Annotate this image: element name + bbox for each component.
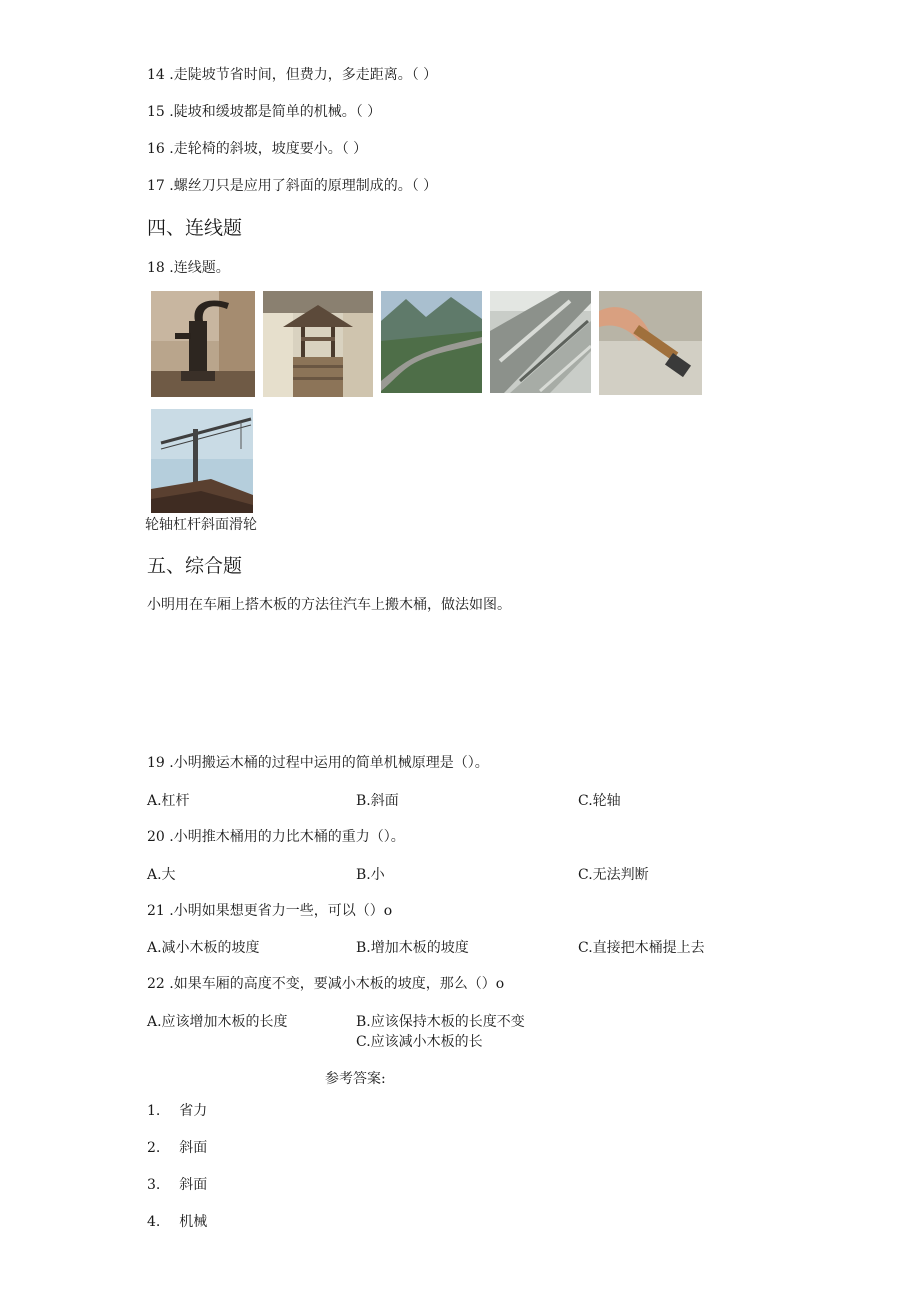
q21-option-a: A.减小木板的坡度	[147, 940, 260, 956]
q21-option-b: B.增加木板的坡度	[356, 940, 469, 956]
q19-option-c: C.轮轴	[578, 793, 621, 809]
q21-option-c: C.直接把木桶提上去	[578, 940, 705, 956]
mountain-road-photo	[381, 291, 482, 393]
q20-option-c: C.无法判断	[578, 867, 649, 883]
q20-option-a: A.大	[147, 867, 176, 883]
tower-crane-photo	[151, 409, 253, 513]
answer-item	[147, 1100, 207, 1120]
matching-labels: 轮轴杠杆斜面滑轮	[145, 517, 257, 533]
answer-number: 1.	[147, 1103, 161, 1119]
answer-number: 4.	[147, 1214, 161, 1230]
answer-item	[147, 1211, 207, 1231]
q20-option-b: B.小	[356, 867, 385, 883]
hammer-photo	[599, 291, 702, 395]
answer-text: 斜面	[179, 1140, 208, 1156]
question-20: 20 .小明推木桶用的力比木桶的重力（）。	[147, 829, 405, 845]
answer-number: 3.	[147, 1177, 161, 1193]
answers-title: 参考答案:	[325, 1071, 386, 1087]
escalator-photo	[490, 291, 591, 393]
answer-text: 省力	[179, 1103, 208, 1119]
question-18: 18 .连线题。	[147, 260, 230, 276]
q22-option-c: C.应该减小木板的长	[356, 1034, 483, 1050]
answer-number: 2.	[147, 1140, 161, 1156]
answer-text: 斜面	[179, 1177, 208, 1193]
answer-text: 机械	[179, 1214, 208, 1230]
question-21: 21 .小明如果想更省力一些，可以（）o	[147, 903, 393, 919]
q22-option-b: B.应该保持木板的长度不变	[356, 1014, 525, 1030]
question-19: 19 .小明搬运木桶的过程中运用的简单机械原理是（）。	[147, 755, 489, 771]
hand-pump-photo	[151, 291, 255, 397]
answer-item	[147, 1137, 207, 1157]
q19-option-b: B.斜面	[356, 793, 399, 809]
section-heading-matching: 四、连线题	[147, 217, 243, 239]
q19-option-a: A.杠杆	[147, 793, 190, 809]
question-16: 16 .走轮椅的斜坡，坡度要小。（ ）	[147, 141, 368, 157]
q22-option-a: A.应该增加木板的长度	[147, 1014, 288, 1030]
question-17: 17 .螺丝刀只是应用了斜面的原理制成的。（ ）	[147, 178, 438, 194]
answer-item	[147, 1174, 207, 1194]
section-heading-comprehensive: 五、综合题	[147, 555, 243, 577]
question-14: 14 .走陡坡节省时间，但费力，多走距离。（ ）	[147, 67, 438, 83]
question-15: 15 .陡坡和缓坡都是简单的机械。（ ）	[147, 104, 382, 120]
well-windlass-photo	[263, 291, 373, 397]
section5-intro: 小明用在车厢上搭木板的方法往汽车上搬木桶，做法如图。	[147, 597, 511, 613]
question-22: 22 .如果车厢的高度不变，要减小木板的坡度，那么（）o	[147, 976, 505, 992]
